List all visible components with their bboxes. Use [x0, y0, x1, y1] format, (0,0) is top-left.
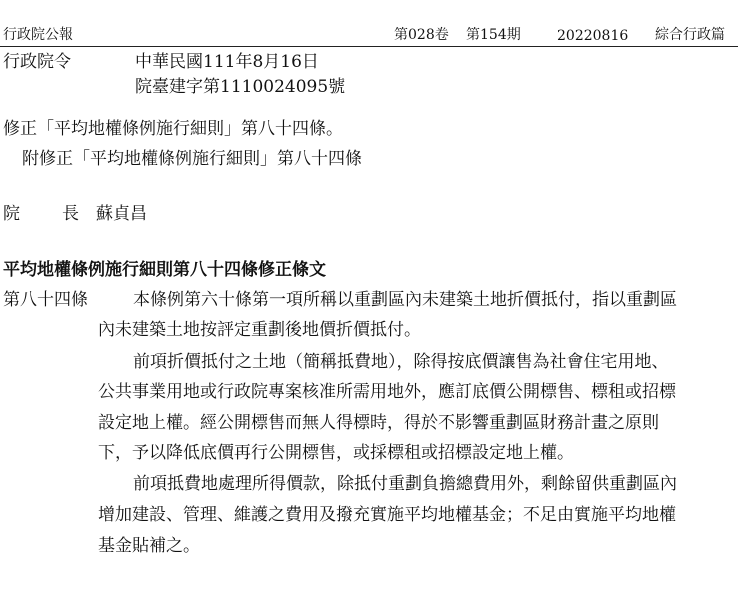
article-line: 下，予以降低底價再行公開標售，或採標租或招標設定地上權。: [98, 443, 574, 463]
attachment-statement: 附修正「平均地權條例施行細則」第八十四條: [22, 149, 362, 169]
signature-name: 蘇貞昌: [96, 204, 147, 224]
section-category: 綜合行政篇: [655, 27, 725, 43]
article-label: 第八十四條: [3, 290, 88, 310]
regulation-title: 平均地權條例施行細則第八十四條修正條文: [3, 260, 326, 280]
signature-title-2: 長: [62, 204, 79, 224]
article-line: 內未建築土地按評定重劃後地價折價抵付。: [98, 320, 421, 340]
issue-date: 20220816: [557, 28, 629, 44]
order-date: 中華民國111年8月16日: [135, 52, 319, 72]
volume-number: 第028卷: [394, 27, 449, 43]
article-line: 基金貼補之。: [98, 536, 200, 556]
issue-number: 第154期: [466, 27, 521, 43]
gazette-header: [0, 22, 738, 47]
order-label: 行政院令: [3, 52, 71, 72]
article-line: 增加建設、管理、維護之費用及撥充實施平均地權基金；不足由實施平均地權: [98, 505, 676, 525]
article-line: 前項抵費地處理所得價款，除抵付重劃負擔總費用外，剩餘留供重劃區內: [133, 474, 677, 494]
article-line: 公共事業用地或行政院專案核准所需用地外，應訂底價公開標售、標租或招標: [98, 382, 676, 402]
amend-statement: 修正「平均地權條例施行細則」第八十四條。: [3, 119, 343, 139]
article-line: 前項折價抵付之土地（簡稱抵費地），除得按底價讓售為社會住宅用地、: [133, 352, 669, 372]
publication-name: 行政院公報: [3, 27, 73, 43]
article-line: 本條例第六十條第一項所稱以重劃區內未建築土地折價抵付，指以重劃區: [133, 290, 677, 310]
order-number: 院臺建字第1110024095號: [135, 77, 346, 97]
article-line: 設定地上權。經公開標售而無人得標時，得於不影響重劃區財務計畫之原則: [98, 413, 659, 433]
signature-title-1: 院: [3, 204, 20, 224]
